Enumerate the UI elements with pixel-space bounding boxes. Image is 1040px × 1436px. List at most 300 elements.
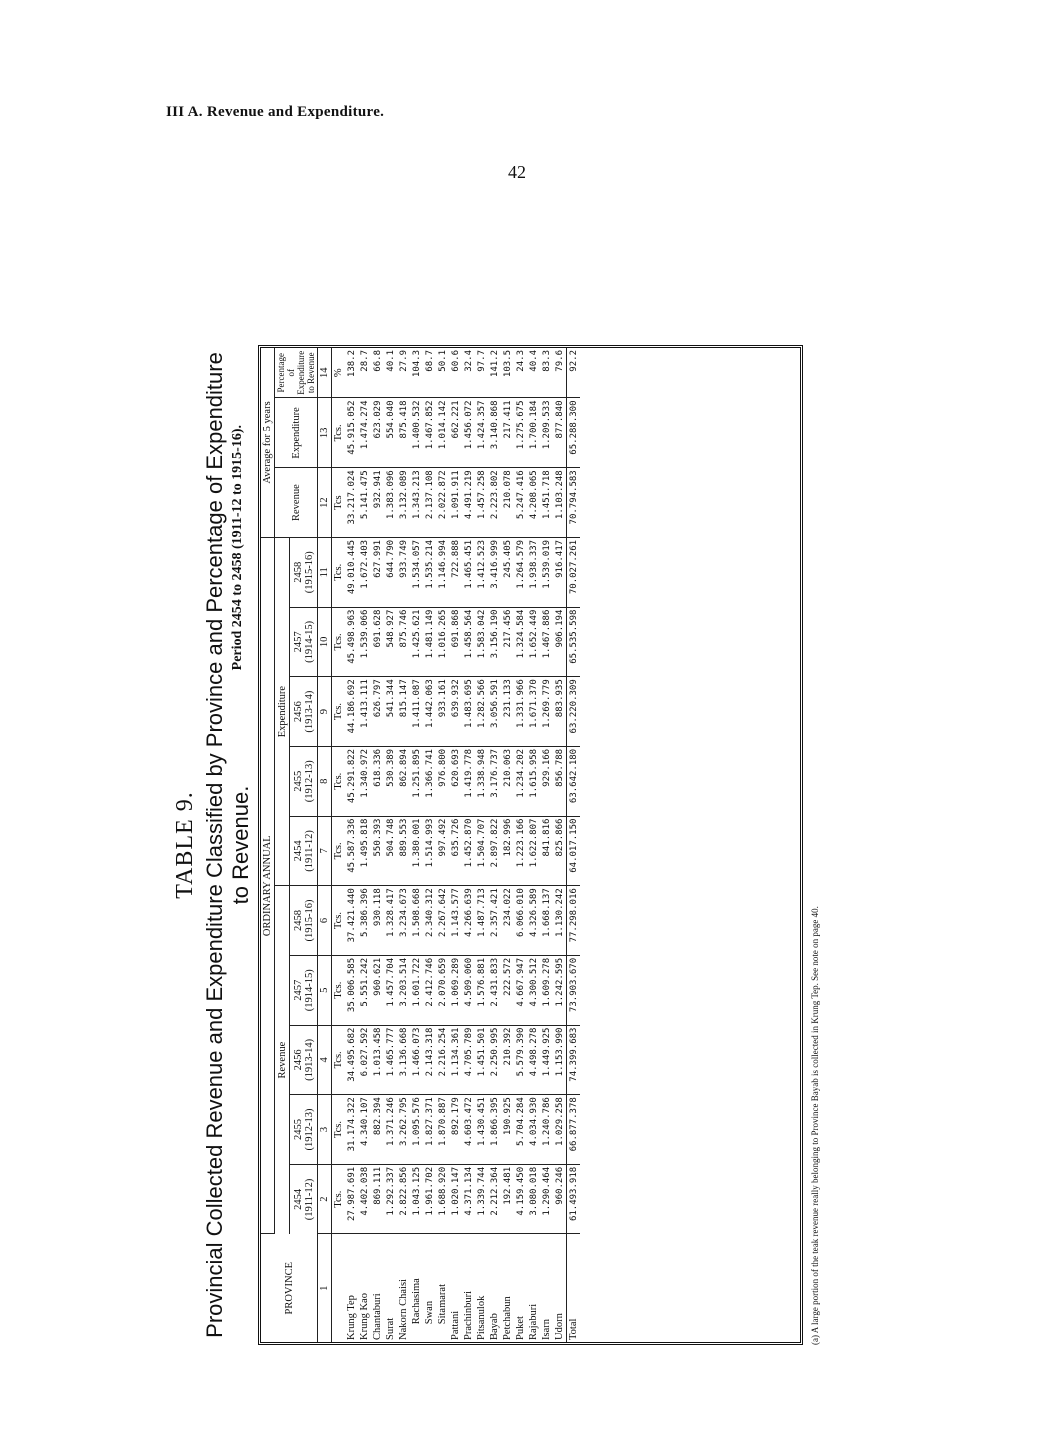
table-cell: 1.467.886 <box>540 607 553 677</box>
table-cell: 1.134.361 <box>449 1025 462 1095</box>
table-cell: 3.416.999 <box>488 537 501 607</box>
table-cell: 1.827.371 <box>423 1095 436 1165</box>
table-cell: 1.961.702 <box>423 1164 436 1234</box>
table-cell: 45.915.052 <box>345 398 358 468</box>
unit-label: Tcs. <box>332 1025 346 1095</box>
table-cell: 1.601.722 <box>410 955 423 1025</box>
table-cell: 4.266.639 <box>462 886 475 956</box>
footnote: (a) A large portion of the teak revenue really belonging to Province Bayab is collected in Krung Tep. See note on page 40. <box>810 906 820 1345</box>
table-cell: 97.7 <box>475 348 488 398</box>
table-cell: 217.456 <box>501 607 514 677</box>
table-cell: 1.269.779 <box>540 677 553 747</box>
table-cell: 6.066.010 <box>514 886 527 956</box>
table-cell: 1.456.072 <box>462 398 475 468</box>
table-cell: 1.338.948 <box>475 746 488 816</box>
year-label: 2454 <box>292 1188 304 1210</box>
table-cell: 916.417 <box>553 537 567 607</box>
column-number: 4 <box>318 1025 332 1095</box>
table-cell: 1.457.704 <box>384 955 397 1025</box>
table-cell: 5.386.396 <box>358 886 371 956</box>
province-name: Krung Kao <box>359 1293 370 1340</box>
table-cell: 1.095.576 <box>410 1095 423 1165</box>
table-cell: 5.579.390 <box>514 1025 527 1095</box>
table-cell: 2.822.856 <box>397 1164 410 1234</box>
table-cell: 4.208.065 <box>527 468 540 538</box>
year-header <box>290 1095 318 1165</box>
table-cell: 83.3 <box>540 348 553 398</box>
table-cell: 960.246 <box>553 1164 567 1234</box>
table-cell: 841.816 <box>540 816 553 886</box>
unit-label: Tcs. <box>332 398 346 468</box>
province-name: Puket <box>515 1316 526 1340</box>
table-cell: 644.790 <box>384 537 397 607</box>
table-row <box>527 348 540 1342</box>
table-cell: 929.166 <box>540 746 553 816</box>
table-cell: 1.143.577 <box>449 886 462 956</box>
table-cell: 1.452.870 <box>462 816 475 886</box>
table-cell: 932.941 <box>371 468 384 538</box>
table-cell: 1.343.213 <box>410 468 423 538</box>
table-cell: 49.010.445 <box>345 537 358 607</box>
table-cell: 1.013.458 <box>371 1025 384 1095</box>
table-cell: 933.161 <box>436 677 449 747</box>
table-cell: 1.583.042 <box>475 607 488 677</box>
unit-label: Tcs. <box>332 677 346 747</box>
table-cell: 1.130.242 <box>553 886 567 956</box>
table-cell: 210.063 <box>501 746 514 816</box>
table-cell: 1.449.925 <box>540 1025 553 1095</box>
table-cell: 1.465.451 <box>462 537 475 607</box>
table-cell: 1.487.713 <box>475 886 488 956</box>
table-cell: 37.421.440 <box>345 886 358 956</box>
table-cell: 182.996 <box>501 816 514 886</box>
table-cell: 210.392 <box>501 1025 514 1095</box>
province-name: Petchabun <box>502 1296 513 1340</box>
province-name: Isarn <box>541 1319 552 1340</box>
table-cell: 1.275.675 <box>514 398 527 468</box>
table-cell: 1.425.621 <box>410 607 423 677</box>
table-cell: 2.070.659 <box>436 955 449 1025</box>
table-cell: 4.491.219 <box>462 468 475 538</box>
table-cell: 1.457.258 <box>475 468 488 538</box>
table-cell: 1.069.289 <box>449 955 462 1025</box>
table-cell: 4.509.060 <box>462 955 475 1025</box>
table-cell: 3.262.795 <box>397 1095 410 1165</box>
table-cell: 210.078 <box>501 468 514 538</box>
table-cell: 1.413.111 <box>358 677 371 747</box>
table-cell: 882.394 <box>371 1095 384 1165</box>
table-row <box>501 348 514 1342</box>
table-cell: 1.412.523 <box>475 537 488 607</box>
table-cell: 1.264.579 <box>514 537 527 607</box>
period-label: (1912-13) <box>303 1108 315 1151</box>
table-cell: 554.040 <box>384 398 397 468</box>
province-name: Pattani <box>450 1310 461 1340</box>
table-cell: 2.137.108 <box>423 468 436 538</box>
table-cell: 1.495.818 <box>358 816 371 886</box>
period-label: (1911-12) <box>303 1178 315 1221</box>
table-cell: 2.340.312 <box>423 886 436 956</box>
table-cell: 1.043.125 <box>410 1164 423 1234</box>
province-name: Nakorn Chaisi <box>398 1279 409 1340</box>
table-row <box>358 348 371 1342</box>
table-cell: 1.411.087 <box>410 677 423 747</box>
table-cell: 1.671.370 <box>527 677 540 747</box>
total-label: Total <box>567 1234 581 1342</box>
table-row <box>553 348 567 1342</box>
total-cell: 63.220.309 <box>567 677 581 747</box>
year-header <box>290 816 318 886</box>
table-cell: 627.991 <box>371 537 384 607</box>
table-cell: 5.704.284 <box>514 1095 527 1165</box>
table-row <box>449 348 462 1342</box>
province-name: Sitamarat <box>437 1284 448 1340</box>
table-cell: 2.212.364 <box>488 1164 501 1234</box>
revenue-expenditure-table <box>261 348 580 1342</box>
column-number: 2 <box>318 1164 332 1234</box>
table-cell: 28.7 <box>358 348 371 398</box>
total-cell: 64.017.150 <box>567 816 581 886</box>
total-cell: 70.027.261 <box>567 537 581 607</box>
column-number: 8 <box>318 746 332 816</box>
unit-label: Tcs. <box>332 537 346 607</box>
table-cell: 869.111 <box>371 1164 384 1234</box>
revenue-header: Revenue <box>275 886 290 1234</box>
year-label: 2458 <box>292 561 304 583</box>
table-cell: 1.615.958 <box>527 746 540 816</box>
table-row <box>436 348 449 1342</box>
table-cell: 234.022 <box>501 886 514 956</box>
table-row <box>488 348 501 1342</box>
table-cell: 548.927 <box>384 607 397 677</box>
unit-label: Tcs. <box>332 1164 346 1234</box>
table-cell: 933.749 <box>397 537 410 607</box>
table-cell: 45.498.963 <box>345 607 358 677</box>
table-cell: 4.402.038 <box>358 1164 371 1234</box>
province-name: Udorn <box>554 1313 565 1340</box>
unit-label: Tcs. <box>332 607 346 677</box>
table-cell: 530.389 <box>384 746 397 816</box>
table-cell: 34.495.682 <box>345 1025 358 1095</box>
table-cell: 1.622.807 <box>527 816 540 886</box>
table-cell: 691.868 <box>449 607 462 677</box>
table-cell: 192.481 <box>501 1164 514 1234</box>
table-cell: 635.726 <box>449 816 462 886</box>
table-cell: 1.652.449 <box>527 607 540 677</box>
unit-label: Tcs <box>332 468 346 538</box>
year-label: 2458 <box>292 910 304 932</box>
period-label: Period 2454 to 2458 (1911-12 to 1915-16). <box>230 425 245 671</box>
table-cell: 222.572 <box>501 955 514 1025</box>
table-cell: 1.508.668 <box>410 886 423 956</box>
total-row <box>567 348 581 1342</box>
total-cell: 73.903.670 <box>567 955 581 1025</box>
table-row <box>397 348 410 1342</box>
table-cell: 1.672.403 <box>358 537 371 607</box>
column-number: 12 <box>318 468 332 538</box>
year-header <box>290 537 318 607</box>
year-header <box>290 1025 318 1095</box>
table-row <box>475 348 488 1342</box>
table-cell: 1.290.464 <box>540 1164 553 1234</box>
year-header <box>290 746 318 816</box>
table-cell: 4.667.947 <box>514 955 527 1025</box>
table-cell: 3.056.591 <box>488 677 501 747</box>
unit-label: Tcs. <box>332 746 346 816</box>
total-cell: 92.2 <box>567 348 581 398</box>
table-cell: 3.176.737 <box>488 746 501 816</box>
table-cell: 930.118 <box>371 886 384 956</box>
table-cell: 618.336 <box>371 746 384 816</box>
table-cell: 4.603.472 <box>462 1095 475 1165</box>
period-label: (1915-16) <box>303 899 315 942</box>
table-cell: 1.016.265 <box>436 607 449 677</box>
total-cell: 66.877.378 <box>567 1095 581 1165</box>
table-cell: 1.234.202 <box>514 746 527 816</box>
table-cell: 3.156.190 <box>488 607 501 677</box>
table-cell: 1.242.595 <box>553 955 567 1025</box>
table-cell: 1.539.066 <box>358 607 371 677</box>
total-cell: 65.288.300 <box>567 398 581 468</box>
table-cell: 626.797 <box>371 677 384 747</box>
table-cell: 1.534.057 <box>410 537 423 607</box>
year-header <box>290 955 318 1025</box>
table-cell: 1.091.911 <box>449 468 462 538</box>
ordinary-annual-header: ORDINARY ANNUAL <box>261 537 275 1234</box>
table-cell: 103.5 <box>501 348 514 398</box>
page-number: 42 <box>508 162 526 182</box>
table-cell: 1.400.532 <box>410 398 423 468</box>
table-cell: 5.141.475 <box>358 468 371 538</box>
province-name: Chantaburi <box>372 1293 383 1340</box>
table-cell: 877.840 <box>553 398 567 468</box>
table-cell: 4.159.450 <box>514 1164 527 1234</box>
column-number: 5 <box>318 955 332 1025</box>
table-cell: 27.987.691 <box>345 1164 358 1234</box>
table-cell: 1.029.258 <box>553 1095 567 1165</box>
table-row <box>410 348 423 1342</box>
table-cell: 217.411 <box>501 398 514 468</box>
period-label: (1915-16) <box>303 551 315 594</box>
table-cell: 856.788 <box>553 746 567 816</box>
table-cell: 504.748 <box>384 816 397 886</box>
table-cell: 1.430.451 <box>475 1095 488 1165</box>
table-cell: 639.932 <box>449 677 462 747</box>
table-cell: 4.371.134 <box>462 1164 475 1234</box>
table-cell: 4.498.278 <box>527 1025 540 1095</box>
table-cell: 2.216.254 <box>436 1025 449 1095</box>
period-label: (1914-15) <box>303 620 315 663</box>
table-cell: 44.186.692 <box>345 677 358 747</box>
table-cell: 1.339.744 <box>475 1164 488 1234</box>
period-label: (1913-14) <box>303 690 315 733</box>
table-cell: 5.247.416 <box>514 468 527 538</box>
table-cell: 662.221 <box>449 398 462 468</box>
table-cell: 1.465.777 <box>384 1025 397 1095</box>
unit-label: % <box>332 348 346 398</box>
table-cell: 2.412.746 <box>423 955 436 1025</box>
table-cell: 2.223.802 <box>488 468 501 538</box>
table-cell: 1.451.501 <box>475 1025 488 1095</box>
table-cell: 892.179 <box>449 1095 462 1165</box>
table-row <box>540 348 553 1342</box>
table-cell: 3.234.673 <box>397 886 410 956</box>
table-cell: 24.3 <box>514 348 527 398</box>
province-name: Rajaburi <box>528 1303 539 1340</box>
table-cell: 550.393 <box>371 816 384 886</box>
table-cell: 889.553 <box>397 816 410 886</box>
column-number: 9 <box>318 677 332 747</box>
table-cell: 976.800 <box>436 746 449 816</box>
table-cell: 623.029 <box>371 398 384 468</box>
table-cell: 1.419.778 <box>462 746 475 816</box>
table-cell: 2.431.833 <box>488 955 501 1025</box>
table-cell: 50.1 <box>436 348 449 398</box>
table-cell: 45.587.336 <box>345 816 358 886</box>
table-cell: 245.405 <box>501 537 514 607</box>
table-cell: 31.174.322 <box>345 1095 358 1165</box>
table-cell: 2.267.642 <box>436 886 449 956</box>
table-cell: 620.693 <box>449 746 462 816</box>
table-row <box>384 348 397 1342</box>
table-row <box>423 348 436 1342</box>
table-cell: 5.551.242 <box>358 955 371 1025</box>
table-cell: 32.4 <box>462 348 475 398</box>
province-name: Rachasima <box>411 1278 422 1340</box>
table-cell: 4.300.512 <box>527 955 540 1025</box>
unit-label: Tcs. <box>332 886 346 956</box>
table-cell: 1.020.147 <box>449 1164 462 1234</box>
table-cell: 40.4 <box>527 348 540 398</box>
table-cell: 1.514.993 <box>423 816 436 886</box>
period-label: (1913-14) <box>303 1038 315 1081</box>
total-cell: 63.642.180 <box>567 746 581 816</box>
table-cell: 1.340.972 <box>358 746 371 816</box>
unit-label: Tcs. <box>332 955 346 1025</box>
table-cell: 1.458.564 <box>462 607 475 677</box>
table-cell: 2.897.822 <box>488 816 501 886</box>
year-header <box>290 886 318 956</box>
table-cell: 883.935 <box>553 677 567 747</box>
table-cell: 1.383.096 <box>384 468 397 538</box>
table-cell: 141.2 <box>488 348 501 398</box>
table-cell: 4.705.789 <box>462 1025 475 1095</box>
rotated-table-page <box>172 345 820 1345</box>
table-cell: 2.357.421 <box>488 886 501 956</box>
table-cell: 960.621 <box>371 955 384 1025</box>
table-row <box>371 348 384 1342</box>
table-cell: 1.324.584 <box>514 607 527 677</box>
total-cell: 65.535.598 <box>567 607 581 677</box>
province-name: Krung Tep <box>346 1295 357 1340</box>
column-number: 7 <box>318 816 332 886</box>
table-cell: 875.418 <box>397 398 410 468</box>
province-name: Surat <box>385 1317 396 1340</box>
table-cell: 1.539.019 <box>540 537 553 607</box>
year-label: 2457 <box>292 979 304 1001</box>
unit-label: Tcs. <box>332 816 346 886</box>
table-cell: 1.331.966 <box>514 677 527 747</box>
table-cell: 3.132.089 <box>397 468 410 538</box>
table-cell: 27.9 <box>397 348 410 398</box>
table-cell: 2.250.995 <box>488 1025 501 1095</box>
table-cell: 815.147 <box>397 677 410 747</box>
avg-revenue-header: Revenue <box>275 468 318 538</box>
period-label: (1911-12) <box>303 830 315 872</box>
table-cell: 1.014.142 <box>436 398 449 468</box>
table-cell: 1.866.395 <box>488 1095 501 1165</box>
total-cell: 61.493.918 <box>567 1164 581 1234</box>
table-cell: 1.328.417 <box>384 886 397 956</box>
year-label: 2456 <box>292 1049 304 1071</box>
unit-label: Tcs. <box>332 1095 346 1165</box>
table-cell: 691.628 <box>371 607 384 677</box>
table-cell: 1.535.214 <box>423 537 436 607</box>
table-cell: 1.371.246 <box>384 1095 397 1165</box>
province-name: Prachinburi <box>463 1291 474 1340</box>
year-label: 2454 <box>292 840 304 862</box>
table-cell: 1.366.741 <box>423 746 436 816</box>
table-cell: 35.006.585 <box>345 955 358 1025</box>
table-cell: 4.340.107 <box>358 1095 371 1165</box>
table-cell: 862.894 <box>397 746 410 816</box>
table-cell: 1.474.274 <box>358 398 371 468</box>
average-header: Average for 5 years <box>261 348 275 537</box>
table-cell: 1.209.533 <box>540 398 553 468</box>
table-cell: 1.240.786 <box>540 1095 553 1165</box>
table-cell: 104.3 <box>410 348 423 398</box>
table-cell: 1.467.852 <box>423 398 436 468</box>
table-cell: 1.870.887 <box>436 1095 449 1165</box>
total-cell: 70.794.583 <box>567 468 581 538</box>
table-cell: 1.292.337 <box>384 1164 397 1234</box>
year-label: 2457 <box>292 631 304 653</box>
table-cell: 1.700.184 <box>527 398 540 468</box>
table-cell: 190.925 <box>501 1095 514 1165</box>
table-cell: 45.291.822 <box>345 746 358 816</box>
table-cell: 3.136.668 <box>397 1025 410 1095</box>
table-frame <box>258 345 803 1345</box>
table-cell: 1.442.063 <box>423 677 436 747</box>
table-cell: 231.133 <box>501 677 514 747</box>
column-number: 14 <box>318 348 332 398</box>
table-cell: 3.140.868 <box>488 398 501 468</box>
table-cell: 79.6 <box>553 348 567 398</box>
column-number: 6 <box>318 886 332 956</box>
table-cell: 997.492 <box>436 816 449 886</box>
table-cell: 1.451.718 <box>540 468 553 538</box>
table-cell: 1.282.566 <box>475 677 488 747</box>
table-cell: 4.326.589 <box>527 886 540 956</box>
table-cell: 138.2 <box>345 348 358 398</box>
table-cell: 1.380.001 <box>410 816 423 886</box>
avg-expenditure-header: Expenditure <box>275 398 318 468</box>
table-cell: 6.027.592 <box>358 1025 371 1095</box>
column-number: 3 <box>318 1095 332 1165</box>
column-number: 11 <box>318 537 332 607</box>
table-cell: 3.203.514 <box>397 955 410 1025</box>
percentage-header: Percentage of Expenditure to Revenue <box>275 348 318 398</box>
column-number: 13 <box>318 398 332 468</box>
table-subtitle: Provincial Collected Revenue and Expenditure Classified by Province and Percentage of Expenditure to Revenue. <box>202 352 253 1338</box>
table-cell: 66.8 <box>371 348 384 398</box>
year-header <box>290 677 318 747</box>
period-label: (1914-15) <box>303 969 315 1012</box>
table-cell: 1.146.994 <box>436 537 449 607</box>
table-cell: 825.866 <box>553 816 567 886</box>
table-cell: 2.022.872 <box>436 468 449 538</box>
table-cell: 33.217.024 <box>345 468 358 538</box>
